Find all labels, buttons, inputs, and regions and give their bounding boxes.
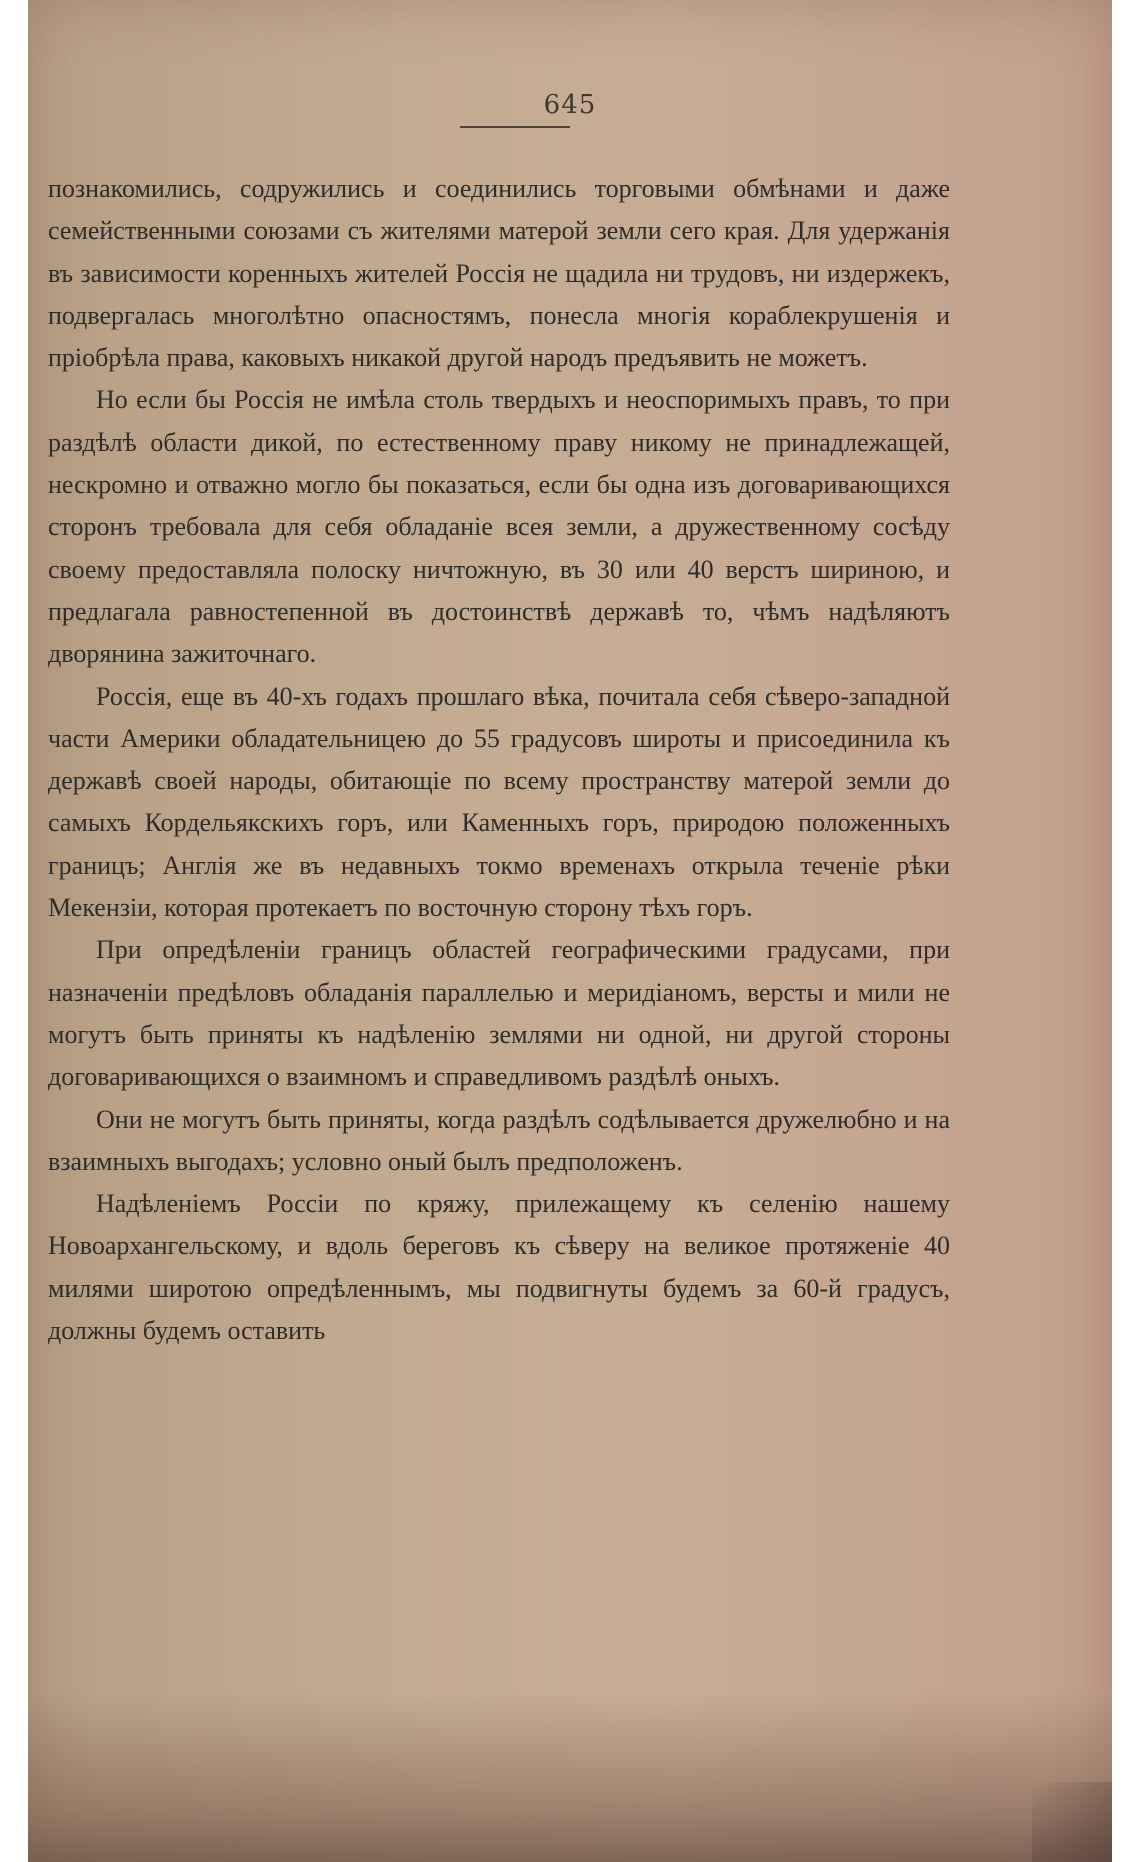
paragraph-3: Россія, еще въ 40-хъ годахъ прошлаго вѣка, почитала себя сѣверо-западной части Америки обладательницею до 55 градусовъ широты и присоединила къ державѣ своей народы, обитающіе по всему пространству матерой земли до самыхъ Кордельякскихъ горъ, или Каменныхъ горъ, природою положенныхъ границъ; Англія же въ недавныхъ токмо временахъ открыла теченіе рѣки Мекензіи, которая протекаетъ по восточную сторону тѣхъ горъ. bbox=[48, 681, 950, 923]
page-bottom-shadow bbox=[28, 1692, 1112, 1862]
page-corner-shadow bbox=[1032, 1782, 1112, 1862]
page-number-rule bbox=[460, 126, 570, 128]
paragraph-1: познакомились, содружились и соединились торговыми обмѣнами и даже семейственными союзами съ жителями матерой земли сего края. Для удержанія въ зависимости коренныхъ жителей Россія не щадила ни трудовъ, ни издержекъ, подвергалась многолѣтно опасностямъ, понесла многія кораблекрушенія и пріобрѣла права, каковыхъ никакой другой народъ предъявить не можетъ. bbox=[48, 174, 950, 373]
page-body-text bbox=[48, 168, 950, 1352]
book-page bbox=[28, 0, 1112, 1862]
paragraph-5: Они не могутъ быть приняты, когда раздѣлъ содѣлывается дружелюбно и на взаимныхъ выгодахъ; условно оный былъ предположенъ. bbox=[48, 1104, 950, 1176]
page-number: 645 bbox=[543, 90, 597, 120]
paragraph-6: Надѣленіемъ Россіи по кряжу, прилежащему къ селенію нашему Новоархангельскому, и вдоль береговъ къ сѣверу на великое протяженіе 40 милями широтою опредѣленнымъ, мы подвигнуты будемъ за 60-й градусъ, должны будемъ оставить bbox=[48, 1189, 950, 1346]
paragraph-4: При опредѣленіи границъ областей географическими градусами, при назначеніи предѣловъ обладанія параллелью и меридіаномъ, версты и мили не могутъ быть приняты къ надѣленію землями ни одной, ни другой стороны договаривающихся о взаимномъ и справедливомъ раздѣлѣ оныхъ. bbox=[48, 935, 950, 1092]
paragraph-2: Но если бы Россія не имѣла столь твердыхъ и неоспоримыхъ правъ, то при раздѣлѣ области дикой, по естественному праву никому не принадлежащей, нескромно и отважно могло бы показаться, если бы одна изъ договаривающихся сторонъ требовала для себя обладаніе всея земли, а дружественному сосѣду своему предоставляла полоску ничтожную, въ 30 или 40 верстъ шириною, и предлагала равностепенной въ достоинствѣ державѣ то, чѣмъ надѣляютъ дворянина зажиточнаго. bbox=[48, 385, 950, 669]
